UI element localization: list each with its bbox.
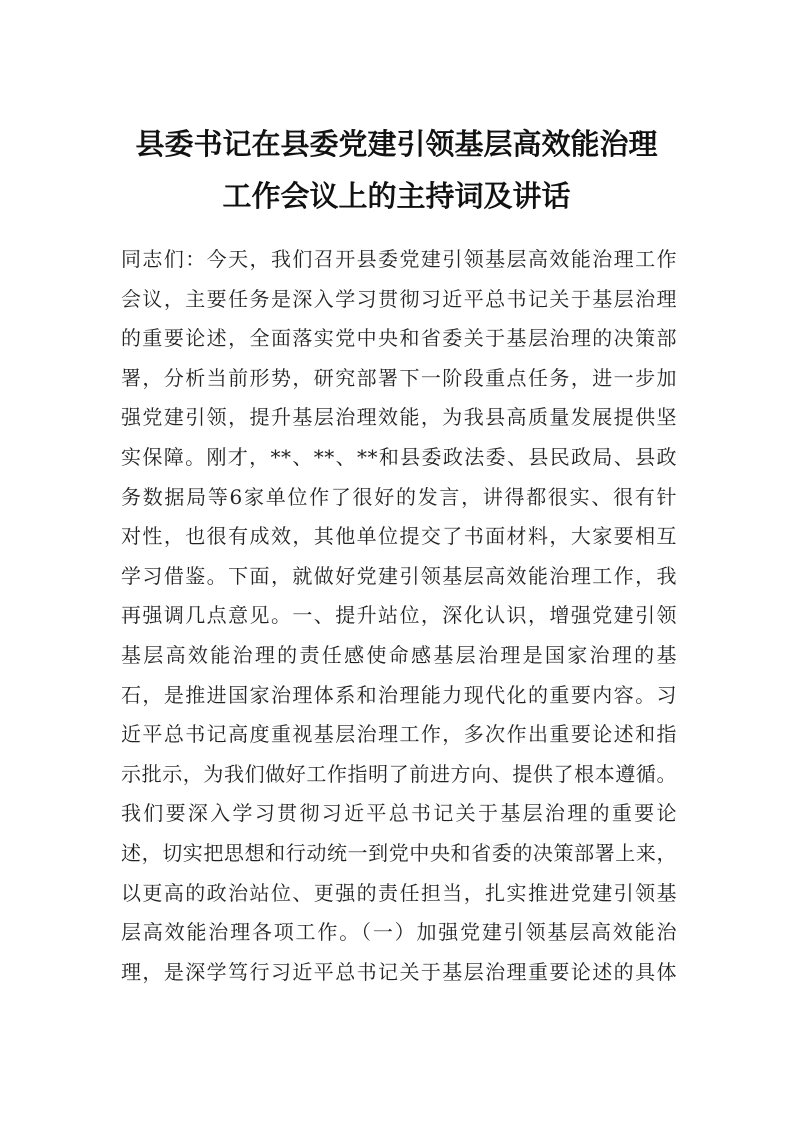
body-line: 层高效能治理各项工作。（一）加强党建引领基层高效能治 [121,920,677,945]
body-line: 石，是推进国家治理体系和治理能力现代化的重要内容。习 [121,682,677,707]
body-line: 以更高的政治站位、更强的责任担当，扎实推进党建引领基 [121,880,677,905]
body-line: 强党建引领，提升基层治理效能，为我县高质量发展提供坚 [121,405,677,430]
body-line: 实保障。刚才，**、**、**和县委政法委、县民政局、县政 [121,444,677,469]
body-line: 对性，也很有成效，其他单位提交了书面材料，大家要相互 [121,524,677,549]
body-line: 署，分析当前形势，研究部署下一阶段重点任务，进一步加 [121,365,677,390]
body-line: 述，切实把思想和行动统一到党中央和省委的决策部署上来， [121,840,677,865]
body-line: 近平总书记高度重视基层治理工作，多次作出重要论述和指 [121,722,677,747]
body-line: 的重要论述，全面落实党中央和省委关于基层治理的决策部 [121,326,677,351]
body-line: 示批示，为我们做好工作指明了前进方向、提供了根本遵循。 [121,761,677,786]
body-line: 理，是深学笃行习近平总书记关于基层治理重要论述的具体 [121,959,677,984]
body-line: 务数据局等6家单位作了很好的发言，讲得都很实、很有针 [121,484,677,509]
body-line: 我们要深入学习贯彻习近平总书记关于基层治理的重要论 [121,801,677,826]
document-title [0,118,793,222]
title-line-1: 县委书记在县委党建引领基层高效能治理 [135,127,658,161]
body-line: 再强调几点意见。一、提升站位，深化认识，增强党建引领 [121,603,677,628]
body-line: 会议，主要任务是深入学习贯彻习近平总书记关于基层治理 [121,286,677,311]
title-line-2: 工作会议上的主持词及讲话 [222,179,571,213]
document-body [121,240,677,992]
body-line: 学习借鉴。下面，就做好党建引领基层高效能治理工作，我 [121,563,677,588]
body-line: 基层高效能治理的责任感使命感基层治理是国家治理的基 [121,642,677,667]
body-line: 同志们：今天，我们召开县委党建引领基层高效能治理工作 [121,247,677,271]
